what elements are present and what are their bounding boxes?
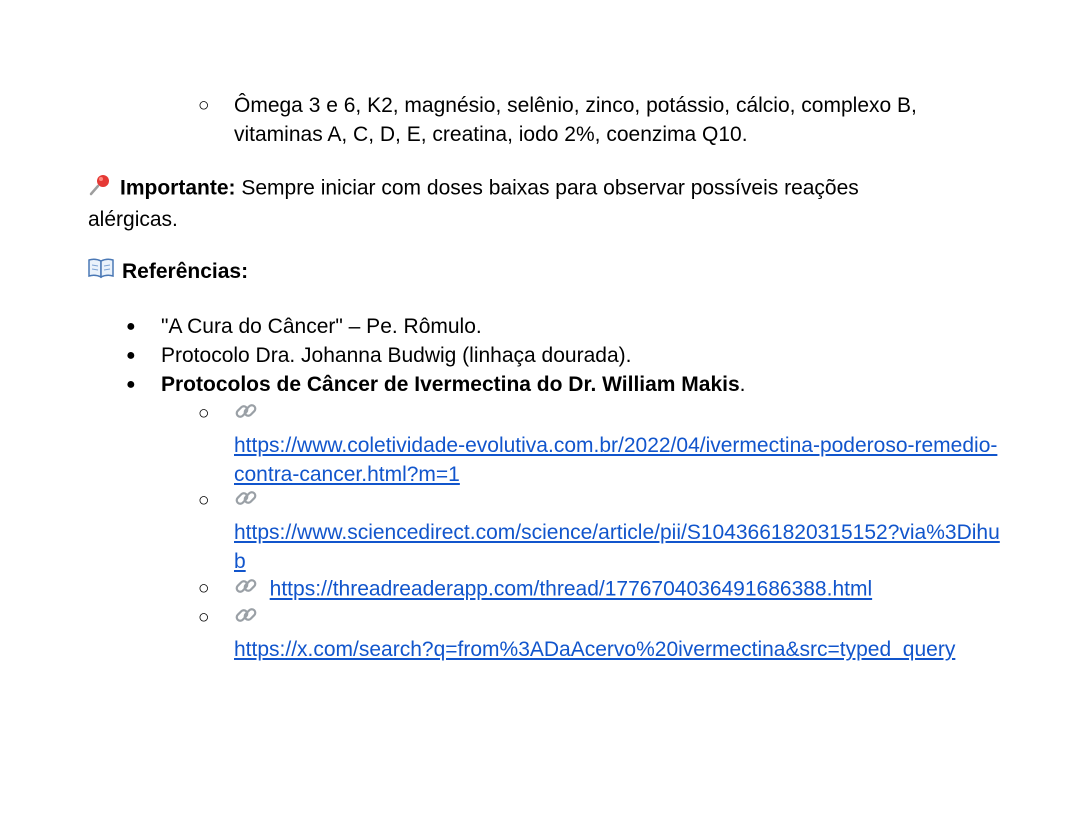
hollow-bullet: ○ (198, 95, 210, 116)
reference-link[interactable]: https://x.com/search?q=from%3ADaAcervo%20ivermectina&src=typed_query (234, 638, 956, 661)
hollow-bullet: ○ (198, 490, 210, 511)
reference-link-item (234, 603, 1004, 664)
link-icon (234, 603, 258, 635)
references-heading-text: Referências: (122, 260, 249, 283)
reference-link[interactable]: https://threadreaderapp.com/thread/1776704036491686388.html (269, 577, 873, 601)
link-icon (234, 574, 258, 606)
hollow-bullet: ○ (198, 607, 210, 628)
solid-bullet: ● (126, 347, 136, 364)
reference-item (161, 370, 746, 399)
reference-item-bold: Protocolos de Câncer de Ivermectina do Dr. William Makis (161, 373, 740, 396)
supplements-list-item: Ômega 3 e 6, K2, magnésio, selênio, zinco, potássio, cálcio, complexo B, vitaminas A, C, D, E, creatina, iodo 2%, coenzima Q10. (234, 94, 917, 146)
link-icon (234, 486, 258, 518)
reference-link-item (234, 486, 1004, 576)
pushpin-icon (88, 173, 112, 205)
hollow-bullet: ○ (198, 578, 210, 599)
references-heading (88, 257, 928, 287)
reference-item-suffix: . (739, 373, 746, 396)
reference-link-item (234, 399, 1004, 489)
open-book-icon (88, 257, 114, 287)
solid-bullet: ● (126, 376, 136, 393)
important-note (88, 173, 928, 234)
reference-item: "A Cura do Câncer" – Pe. Rômulo. (161, 315, 482, 338)
link-icon (234, 399, 258, 431)
reference-link[interactable]: https://www.sciencedirect.com/science/article/pii/S1043661820315152?via%3Dihub (234, 521, 1000, 573)
hollow-bullet: ○ (198, 403, 210, 424)
reference-link-item (234, 574, 1004, 606)
important-label: Importante: (120, 176, 236, 200)
solid-bullet: ● (126, 318, 136, 335)
important-text: Sempre iniciar com doses baixas para observar possíveis reações alérgicas. (88, 176, 859, 231)
reference-link[interactable]: https://www.coletividade-evolutiva.com.br/2022/04/ivermectina-poderoso-remedio-contra-cancer.html?m=1 (234, 434, 998, 486)
reference-item: Protocolo Dra. Johanna Budwig (linhaça dourada). (161, 344, 632, 367)
